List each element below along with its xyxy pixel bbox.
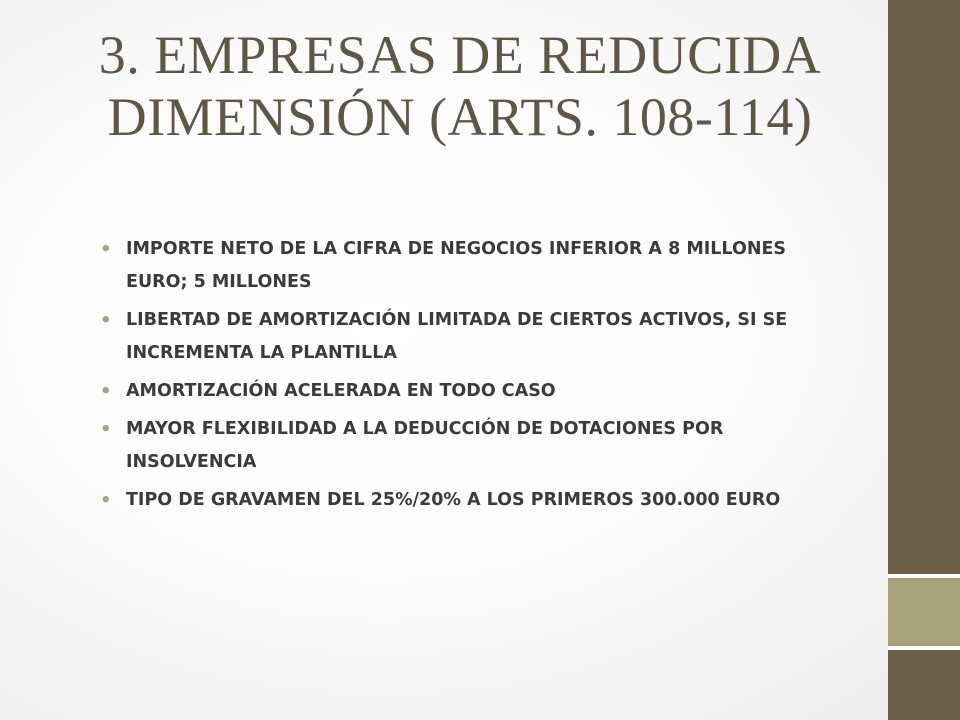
title-line-2: DIMENSIÓN (ARTS. 108-114)	[107, 87, 813, 147]
bullet-dot-icon: •	[100, 419, 112, 440]
bullet-list	[100, 233, 820, 522]
decorative-side-panel	[888, 0, 960, 720]
bullet-item	[100, 413, 820, 479]
bullet-text: AMORTIZACIÓN ACELERADA EN TODO CASO	[126, 381, 556, 401]
bullet-item	[100, 484, 820, 517]
bullet-item	[100, 233, 820, 299]
side-band-dark-bottom	[888, 650, 960, 720]
bullet-text: LIBERTAD DE AMORTIZACIÓN LIMITADA DE CIERTOS ACTIVOS, SI SE INCREMENTA LA PLANTILLA	[126, 310, 788, 363]
title-line-1: 3. EMPRESAS DE REDUCIDA	[98, 25, 822, 85]
bullet-item	[100, 375, 820, 408]
slide-title	[40, 24, 880, 148]
side-band-dark-top	[888, 0, 960, 574]
bullet-text: IMPORTE NETO DE LA CIFRA DE NEGOCIOS INFERIOR A 8 MILLONES EURO; 5 MILLONES	[126, 239, 787, 292]
bullet-dot-icon: •	[100, 381, 112, 402]
bullet-item	[100, 304, 820, 370]
bullet-text: TIPO DE GRAVAMEN DEL 25%/20% A LOS PRIMEROS 300.000 EURO	[126, 490, 781, 510]
bullet-dot-icon: •	[100, 239, 112, 260]
bullet-dot-icon: •	[100, 310, 112, 331]
bullet-text: MAYOR FLEXIBILIDAD A LA DEDUCCIÓN DE DOTACIONES POR INSOLVENCIA	[126, 419, 724, 472]
bullet-dot-icon: •	[100, 490, 112, 511]
side-band-light	[888, 578, 960, 646]
